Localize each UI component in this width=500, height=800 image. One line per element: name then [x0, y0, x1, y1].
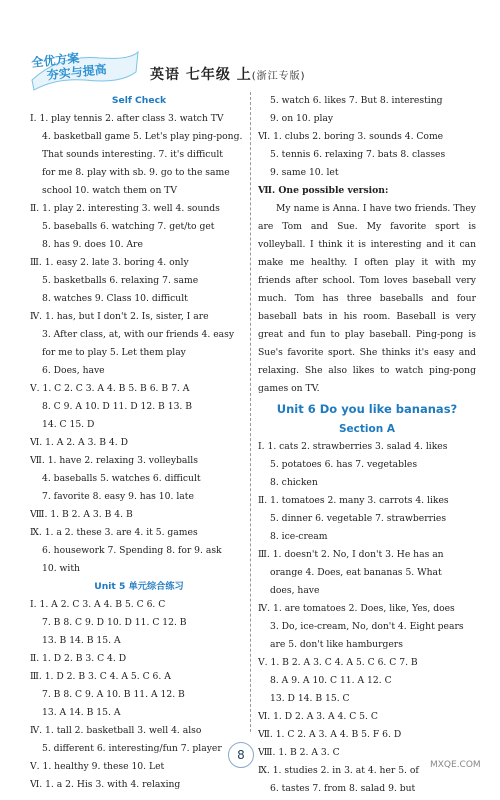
- answer-line: 4. basketball game 5. Let's play ping-pong.: [42, 131, 243, 142]
- right-column: [258, 92, 476, 798]
- unit5-title: Unit 5 单元综合练习: [94, 581, 184, 592]
- answer-line: 3. Do, ice-cream, No, don't 4. Eight pears: [270, 621, 464, 632]
- answer-line: Ⅸ. 1. studies 2. in 3. at 4. her 5. of: [258, 765, 419, 776]
- answer-line: 5. dinner 6. vegetable 7. strawberries: [270, 513, 447, 524]
- section-a-title: Section A: [339, 423, 395, 435]
- section-a-answers: [258, 438, 476, 798]
- answer-line: 8. ice-cream: [270, 531, 328, 542]
- self-check-answers: [30, 110, 248, 578]
- answer-line: Ⅵ. 1. a 2. His 3. with 4. relaxing: [30, 779, 181, 790]
- answer-line: Ⅲ. 1. D 2. B 3. C 4. A 5. C 6. A: [30, 671, 171, 682]
- column-divider: [250, 92, 251, 732]
- book-title: 英语 七年级 上(浙江专版): [150, 67, 306, 83]
- answer-line: 6. tastes 7. from 8. salad 9. but: [270, 783, 416, 794]
- answer-line: Ⅲ. 1. easy 2. late 3. boring 4. only: [30, 257, 189, 268]
- answer-line: Ⅰ. 1. cats 2. strawberries 3. salad 4. likes: [258, 441, 448, 452]
- answer-line: Ⅰ. 1. play tennis 2. after class 3. watch TV: [30, 113, 224, 124]
- answer-line: 8. C 9. A 10. D 11. D 12. B 13. B: [42, 401, 193, 412]
- answer-line: school 10. watch them on TV: [42, 185, 178, 196]
- left-column: [30, 92, 248, 794]
- answer-line: 5. different 6. interesting/fun 7. player: [42, 743, 222, 754]
- answer-line: Ⅶ. 1. have 2. relaxing 3. volleyballs: [30, 455, 198, 466]
- answer-line: 8. has 9. does 10. Are: [42, 239, 143, 250]
- answer-line: Ⅶ. 1. C 2. A 3. A 4. B 5. F 6. D: [258, 729, 402, 740]
- answer-line: 8. chicken: [270, 477, 318, 488]
- answer-line: Ⅷ. 1. B 2. A 3. B 4. B: [30, 509, 133, 520]
- answer-line: 7. B 8. C 9. A 10. B 11. A 12. B: [42, 689, 185, 700]
- answer-line: 5. baseballs 6. watching 7. get/to get: [42, 221, 215, 232]
- answer-line: Ⅴ. 1. healthy 9. these 10. Let: [30, 761, 165, 772]
- answer-line: 10. with: [42, 563, 80, 574]
- answer-line: 4. baseballs 5. watches 6. difficult: [42, 473, 201, 484]
- answer-line: Ⅷ. 1. B 2. A 3. C: [258, 747, 340, 758]
- page-header: [0, 0, 500, 92]
- answer-line: Ⅵ. 1. clubs 2. boring 3. sounds 4. Come: [258, 131, 444, 142]
- answer-line: 5. tennis 6. relaxing 7. bats 8. classes: [270, 149, 446, 160]
- answer-line: 5. basketballs 6. relaxing 7. same: [42, 275, 199, 286]
- answer-line: 7. B 8. C 9. D 10. D 11. C 12. B: [42, 617, 187, 628]
- right-top-answers: [258, 92, 476, 182]
- answer-line: That sounds interesting. 7. it's difficult: [42, 149, 223, 160]
- answer-line: 13. B 14. B 15. A: [42, 635, 121, 646]
- answer-line: Ⅴ. 1. C 2. C 3. A 4. B 5. B 6. B 7. A: [30, 383, 190, 394]
- logo-text: 全优方案 夯实与提高: [30, 50, 108, 83]
- answer-line: 14. C 15. D: [42, 419, 95, 430]
- answer-line: 8. watches 9. Class 10. difficult: [42, 293, 188, 304]
- answer-line: 5. watch 6. likes 7. But 8. interesting: [270, 95, 443, 106]
- answer-line: Ⅰ. 1. A 2. C 3. A 4. B 5. C 6. C: [30, 599, 166, 610]
- page-number: 8: [228, 742, 254, 768]
- answer-line: Ⅴ. 1. B 2. A 3. C 4. A 5. C 6. C 7. B: [258, 657, 418, 668]
- answer-line: 3. After class, at, with our friends 4. easy: [42, 329, 235, 340]
- answer-line: are 5. don't like hamburgers: [270, 639, 403, 650]
- answer-line: orange 4. Does, eat bananas 5. What: [270, 567, 442, 578]
- answer-line: for me 8. play with sb. 9. go to the same: [42, 167, 230, 178]
- unit6-title: Unit 6 Do you like bananas?: [276, 402, 458, 416]
- answer-line: Ⅵ. 1. A 2. A 3. B 4. D: [30, 437, 128, 448]
- answer-line: Ⅳ. 1. has, but I don't 2. Is, sister, I are: [30, 311, 209, 322]
- answer-line: Ⅱ. 1. tomatoes 2. many 3. carrots 4. likes: [258, 495, 449, 506]
- answer-line: Ⅲ. 1. doesn't 2. No, I don't 3. He has an: [258, 549, 444, 560]
- answer-line: Ⅸ. 1. a 2. these 3. are 4. it 5. games: [30, 527, 198, 538]
- answer-line: 9. same 10. let: [270, 167, 339, 178]
- answer-line: for me to play 5. Let them play: [42, 347, 186, 358]
- answer-line: 13. A 14. B 15. A: [42, 707, 121, 718]
- answer-line: 5. potatoes 6. has 7. vegetables: [270, 459, 418, 470]
- answer-line: Ⅱ. 1. D 2. B 3. C 4. D: [30, 653, 127, 664]
- answer-line: Ⅱ. 1. play 2. interesting 3. well 4. sounds: [30, 203, 220, 214]
- self-check-title: Self Check: [111, 95, 167, 106]
- answer-line: Ⅳ. 1. are tomatoes 2. Does, like, Yes, does: [258, 603, 455, 614]
- watermark: MXQE.COM: [430, 760, 481, 770]
- answer-line: 13. D 14. B 15. C: [270, 693, 350, 704]
- answer-line: Ⅵ. 1. D 2. A 3. A 4. C 5. C: [258, 711, 378, 722]
- answer-line: 9. on 10. play: [270, 113, 334, 124]
- unit5-answers: [30, 596, 248, 794]
- answer-line: 6. Does, have: [42, 365, 105, 376]
- answer-line: does, have: [270, 585, 320, 596]
- answer-line: Ⅳ. 1. tall 2. basketball 3. well 4. also: [30, 725, 202, 736]
- essay-label: Ⅶ. One possible version:: [258, 185, 389, 196]
- answer-line: 6. housework 7. Spending 8. for 9. ask: [42, 545, 222, 556]
- answer-line: 7. favorite 8. easy 9. has 10. late: [42, 491, 194, 502]
- answer-line: 8. A 9. A 10. C 11. A 12. C: [270, 675, 392, 686]
- sample-essay: My name is Anna. I have two friends. They are Tom and Sue. My favorite sport is volleyball. I think it is interesting and it can make me healthy. I often play it with my friends after school. Tom loves baseball very much. Tom has three baseballs and four baseball bats in his room. Baseball is very great and fun to play baseball. Ping-pong is Sue's favorite sport. She thinks it's easy and relaxing. She also likes to watch ping-pong games on TV.: [258, 203, 476, 394]
